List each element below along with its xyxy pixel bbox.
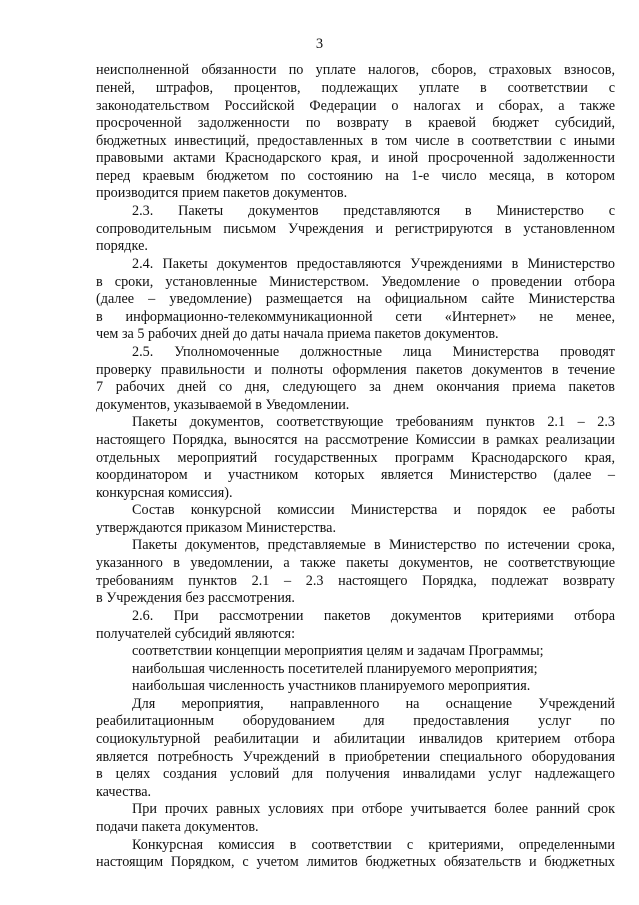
- text-line: просроченной задолженности по возврату в краевой бюджет субсидий,: [96, 115, 615, 131]
- text-line: чем за 5 рабочих дней до даты начала приема пакетов документов.: [96, 326, 499, 342]
- text-line: порядке.: [96, 238, 148, 254]
- text-line: производится прием пакетов документов.: [96, 185, 348, 201]
- text-line: Состав конкурсной комиссии Министерства и порядок ее работы: [132, 502, 615, 518]
- text-line: перед краевым бюджетом по состоянию на 1-е число месяца, в котором: [96, 168, 615, 184]
- text-line: получателей субсидий являются:: [96, 626, 296, 642]
- text-line: настоящего Порядка, выносятся на рассмотрение Комиссии в рамках реализации: [96, 432, 615, 448]
- text-line: пеней, штрафов, процентов, подлежащих уплате в соответствии с: [96, 80, 615, 96]
- text-line: социокультурной реабилитации и абилитации инвалидов критерием отбора: [96, 731, 615, 747]
- text-line: подачи пакета документов.: [96, 819, 259, 835]
- text-line: в сроки, установленные Министерством. Уведомление о проведении отбора: [96, 274, 615, 290]
- text-line: неисполненной обязанности по уплате налогов, сборов, страховых взносов,: [96, 62, 615, 78]
- text-line: Конкурсная комиссия в соответствии с критериями, определенными: [132, 837, 615, 853]
- text-line: наибольшая численность участников планируемого мероприятия.: [132, 678, 531, 694]
- text-line: в целях создания условий для получения инвалидами услуг надлежащего: [96, 766, 615, 782]
- text-line: При прочих равных условиях при отборе учитывается более ранний срок: [132, 801, 615, 817]
- text-line: является потребность Учреждений в приобретении специального оборудования: [96, 749, 615, 765]
- text-line: в Учреждения без рассмотрения.: [96, 590, 295, 606]
- text-line: правовыми актами Краснодарского края, и иной просроченной задолженности: [96, 150, 615, 166]
- page-number: 3: [315, 36, 324, 52]
- text-line: документов, указываемой в Уведомлении.: [96, 397, 350, 413]
- text-line: отдельных мероприятий государственных программ Краснодарского края,: [96, 450, 615, 466]
- text-line: соответствии концепции мероприятия целям и задачам Программы;: [132, 643, 544, 659]
- text-line: 2.6. При рассмотрении пакетов документов критериями отбора: [132, 608, 615, 624]
- text-line: реабилитационным оборудованием для предоставления услуг по: [96, 713, 615, 729]
- text-line: (далее – уведомление) размещается на официальном сайте Министерства: [96, 291, 615, 307]
- text-line: 2.4. Пакеты документов предоставляются Учреждениями в Министерство: [132, 256, 615, 272]
- text-line: проверку правильности и полноты оформления пакетов документов в течение: [96, 362, 615, 378]
- text-line: 7 рабочих дней со дня, следующего за днем окончания приема пакетов: [96, 379, 615, 395]
- text-line: конкурсная комиссия).: [96, 485, 233, 501]
- text-line: в информационно-телекоммуникационной сети «Интернет» не менее,: [96, 309, 615, 325]
- text-line: бюджетных инвестиций, предоставленных в том числе в соответствии с иными: [96, 133, 615, 149]
- text-line: Пакеты документов, представляемые в Министерство по истечении срока,: [132, 537, 615, 553]
- text-line: законодательством Российской Федерации о налогах и сборах, а также: [96, 98, 615, 114]
- text-line: Пакеты документов, соответствующие требованиям пунктов 2.1 – 2.3: [132, 414, 615, 430]
- text-line: 2.3. Пакеты документов представляются в Министерство с: [132, 203, 615, 219]
- text-line: 2.5. Уполномоченные должностные лица Министерства проводят: [132, 344, 615, 360]
- text-line: утверждаются приказом Министерства.: [96, 520, 337, 536]
- text-line: требованиям пунктов 2.1 – 2.3 настоящего Порядка, подлежат возврату: [96, 573, 615, 589]
- text-line: координатором и участником которых является Министерство (далее –: [96, 467, 615, 483]
- text-line: сопроводительным письмом Учреждения и регистрируются в установленном: [96, 221, 615, 237]
- text-line: настоящим Порядком, с учетом лимитов бюджетных обязательств и бюджетных: [96, 854, 615, 870]
- text-line: указанного в уведомлении, а также пакеты документов, не соответствующие: [96, 555, 615, 571]
- text-line: Для мероприятия, направленного на оснащение Учреждений: [132, 696, 615, 712]
- text-line: качества.: [96, 784, 152, 800]
- text-line: наибольшая численность посетителей планируемого мероприятия;: [132, 661, 538, 677]
